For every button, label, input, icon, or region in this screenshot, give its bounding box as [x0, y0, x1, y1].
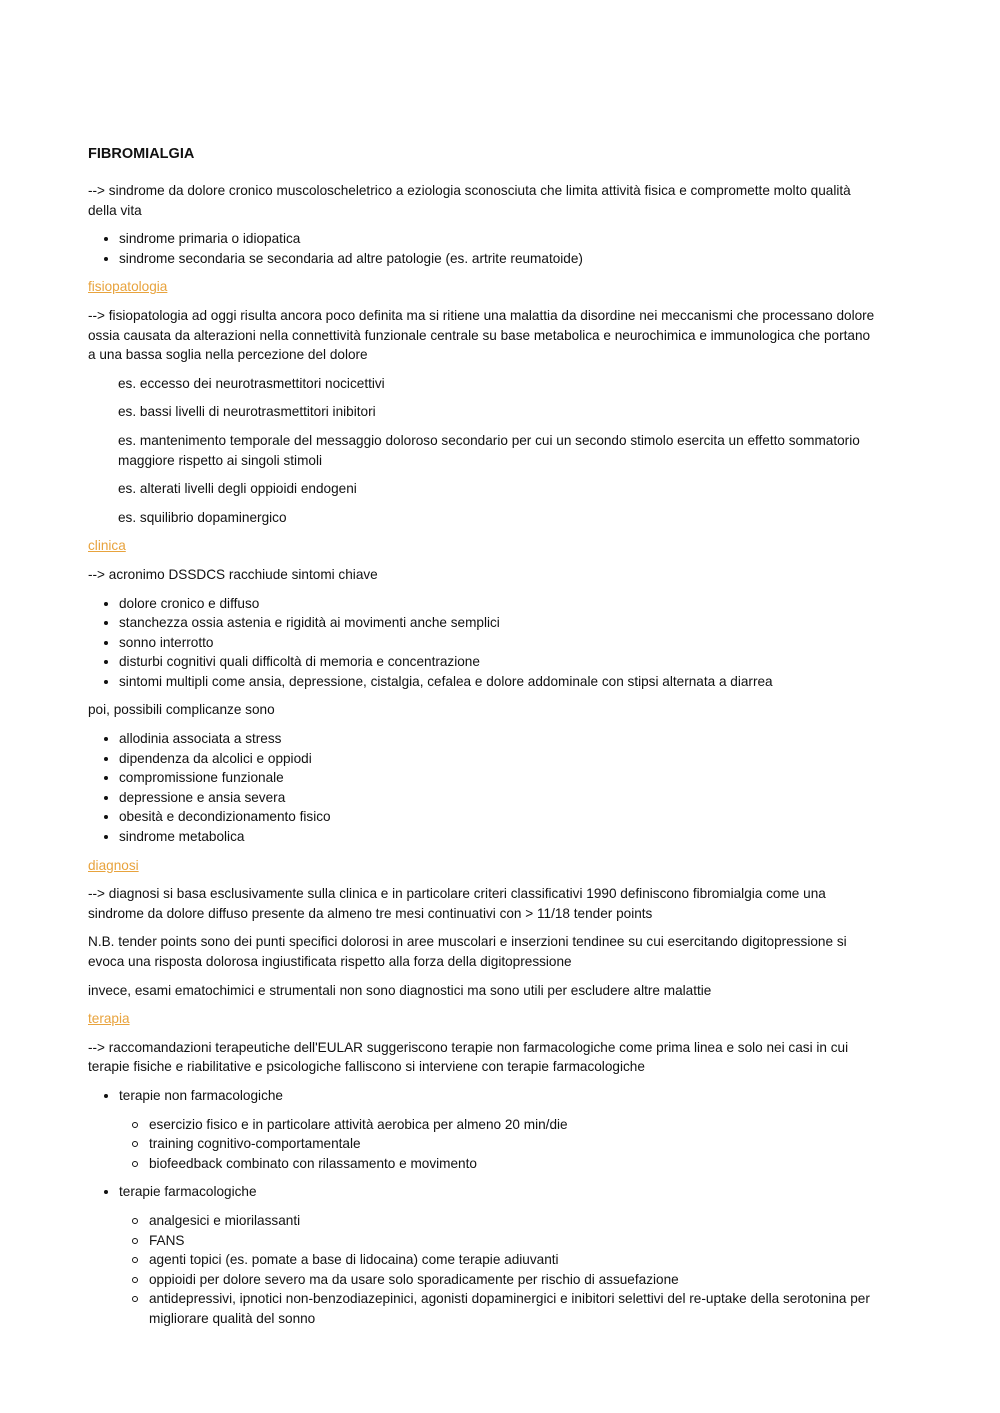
- list-item-label: terapie non farmacologiche: [119, 1087, 283, 1103]
- document-title: FIBROMIALGIA: [88, 146, 195, 162]
- sublist-item: FANS: [149, 1231, 878, 1251]
- list-item: sintomi multipli come ansia, depressione, cistalgia, cefalea e dolore addominale con stipsi alternata a diarrea: [119, 672, 878, 692]
- list-item: stanchezza ossia astenia e rigidità ai movimenti anche semplici: [119, 613, 878, 633]
- sublist-item: biofeedback combinato con rilassamento e movimento: [149, 1154, 878, 1174]
- list-item-label: terapie farmacologiche: [119, 1184, 257, 1200]
- symptoms-list: [88, 594, 878, 692]
- example-item: es. squilibrio dopaminergico: [118, 509, 287, 525]
- list-item: sindrome metabolica: [119, 827, 878, 847]
- list-item: sindrome secondaria se secondaria ad altre patologie (es. artrite reumatoide): [119, 249, 878, 269]
- fisiopatologia-examples: [88, 374, 878, 528]
- terapia-paragraph: --> raccomandazioni terapeutiche dell'EULAR suggeriscono terapie non farmacologiche come prima linea e solo nei casi in cui terapie fisiche e riabilitative e psicologiche falliscono si interviene con terapie farmacologiche: [88, 1039, 849, 1075]
- example-item: es. eccesso dei neurotrasmettitori nocicettivi: [118, 375, 385, 391]
- sublist-item: agenti topici (es. pomate a base di lidocaina) come terapie adiuvanti: [149, 1250, 878, 1270]
- therapy-category-non-pharm: [119, 1086, 878, 1173]
- intro-list: [88, 229, 878, 268]
- section-link-terapia[interactable]: terapia: [88, 1011, 130, 1027]
- sublist-item: analgesici e miorilassanti: [149, 1211, 878, 1231]
- list-item: disturbi cognitivi quali difficoltà di memoria e concentrazione: [119, 652, 878, 672]
- therapy-list: [88, 1086, 878, 1329]
- sublist-item: antidepressivi, ipnotici non-benzodiazepinici, agonisti dopaminergici e inibitori selettivi del re-uptake della serotonina per migliorare qualità del sonno: [149, 1289, 878, 1328]
- sublist-item: training cognitivo-comportamentale: [149, 1134, 878, 1154]
- sublist-item: esercizio fisico e in particolare attività aerobica per almeno 20 min/die: [149, 1115, 878, 1135]
- example-item: es. alterati livelli degli oppioidi endogeni: [118, 481, 357, 497]
- complications-list: [88, 729, 878, 847]
- section-link-clinica[interactable]: clinica: [88, 538, 126, 554]
- list-item: compromissione funzionale: [119, 768, 878, 788]
- tender-points-note: N.B. tender points sono dei punti specifici dolorosi in aree muscolari e inserzioni tendinee su cui esercitando digitopressione si evoca una risposta dolorosa ingiustificata rispetto alla forza della digitopressione: [88, 934, 847, 969]
- list-item: sindrome primaria o idiopatica: [119, 229, 878, 249]
- therapy-category-pharm: [119, 1182, 878, 1328]
- sublist-item: oppioidi per dolore severo ma da usare solo sporadicamente per rischio di assuefazione: [149, 1270, 878, 1290]
- list-item: dipendenza da alcolici e oppiodi: [119, 749, 878, 769]
- list-item: obesità e decondizionamento fisico: [119, 807, 878, 827]
- diagnosi-paragraph: --> diagnosi si basa esclusivamente sulla clinica e in particolare criteri classificativi 1990 definiscono fibromialgia come una sindrome da dolore diffuso presente da almeno tre mesi continuativi con > 11/18 tender points: [88, 886, 826, 921]
- fisiopatologia-paragraph: --> fisiopatologia ad oggi risulta ancora poco definita ma si ritiene una malattia da disordine nei meccanismi che processano dolore ossia causata da alterazioni nella connettività funzionale centrale su base metabolica e neurochimica e immunologica che portano a una bassa soglia nella percezione del dolore: [88, 307, 875, 363]
- list-item: dolore cronico e diffuso: [119, 594, 878, 614]
- intro-paragraph: --> sindrome da dolore cronico muscoloscheletrico a eziologia sconosciuta che limita attività fisica e compromette molto qualità della vita: [88, 183, 851, 218]
- diagnosi-exams-paragraph: invece, esami ematochimici e strumentali non sono diagnostici ma sono utili per escludere altre malattie: [88, 982, 712, 998]
- non-pharm-sublist: [119, 1115, 878, 1174]
- clinica-paragraph: --> acronimo DSSDCS racchiude sintomi chiave: [88, 566, 378, 582]
- list-item: sonno interrotto: [119, 633, 878, 653]
- pharm-sublist: [119, 1211, 878, 1329]
- complications-intro: poi, possibili complicanze sono: [88, 702, 275, 718]
- example-item: es. bassi livelli di neurotrasmettitori inibitori: [118, 404, 376, 420]
- document-page: [88, 144, 878, 1338]
- example-item: es. mantenimento temporale del messaggio doloroso secondario per cui un secondo stimolo esercita un effetto sommatorio maggiore rispetto ai singoli stimoli: [118, 432, 860, 468]
- list-item: depressione e ansia severa: [119, 788, 878, 808]
- section-link-diagnosi[interactable]: diagnosi: [88, 857, 139, 873]
- section-link-fisiopatologia[interactable]: fisiopatologia: [88, 279, 168, 295]
- list-item: allodinia associata a stress: [119, 729, 878, 749]
